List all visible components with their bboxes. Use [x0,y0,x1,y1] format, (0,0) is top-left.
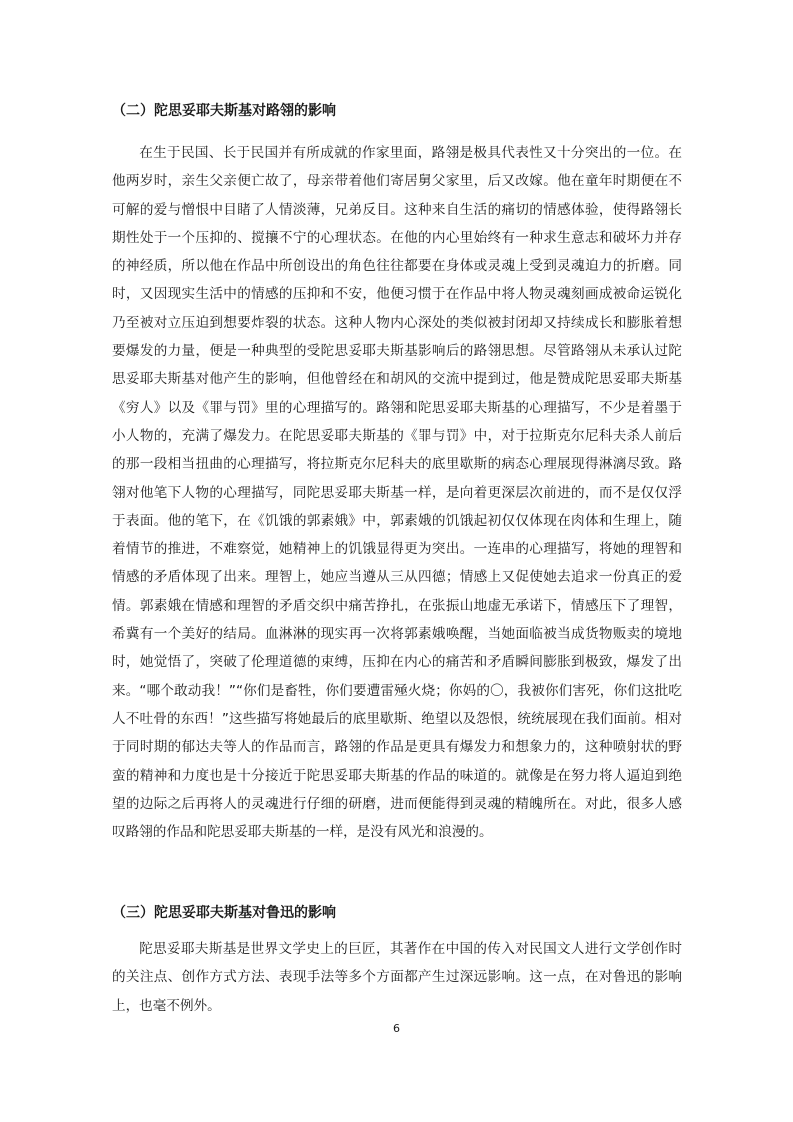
section-heading-lu-xun: （三）陀思妥耶夫斯基对鲁迅的影响 [112,905,336,921]
section-paragraph-lu-xun: 陀思妥耶夫斯基是世界文学史上的巨匠，其著作在中国的传入对民国文人进行文学创作时的关注点、创作方式方法、表现手法等多个方面都产生过深远影响。这一点，在对鲁迅的影响上，也毫不例外。 [112,941,682,1014]
section-heading-lu-ling: （二）陀思妥耶夫斯基对路翎的影响 [112,103,336,119]
section-paragraph-lu-ling: 在生于民国、长于民国并有所成就的作家里面，路翎是极具代表性又十分突出的一位。在他两岁时，亲生父亲便亡故了，母亲带着他们寄居舅父家里，后又改嫁。他在童年时期便在不可解的爱与憎恨中目睹了人情淡薄，兄弟反目。这种来自生活的痛切的情感体验，使得路翎长期性处于一个压抑的、搅攘不宁的心理状态。在他的内心里始终有一种求生意志和破坏力并存的神经质，所以他在作品中所创设出的角色往往都要在身体或灵魂上受到灵魂迫力的折磨。同时，又因现实生活中的情感的压抑和不安，他便习惯于在作品中将人物灵魂刻画成被命运锐化乃至被对立压迫到想要炸裂的状态。这种人物内心深处的类似被封闭却又持续成长和膨胀着想要爆发的力量，便是一种典型的受陀思妥耶夫斯基影响后的路翎思想。尽管路翎从未承认过陀思妥耶夫斯基对他产生的影响，但他曾经在和胡风的交流中提到过，他是赞成陀思妥耶夫斯基《穷人》以及《罪与罚》里的心理描写的。路翎和陀思妥耶夫斯基的心理描写，不少是着墨于小人物的，充满了爆发力。在陀思妥耶夫斯基的《罪与罚》中，对于拉斯克尔尼科夫杀人前后的那一段相当扭曲的心理描写，将拉斯克尔尼科夫的底里歇斯的病态心理展现得淋漓尽致。路翎对他笔下人物的心理描写，同陀思妥耶夫斯基一样，是向着更深层次前进的，而不是仅仅浮于表面。他的笔下，在《饥饿的郭素娥》中，郭素娥的饥饿起初仅仅体现在肉体和生理上，随着情节的推进，不难察觉，她精神上的饥饿显得更为突出。一连串的心理描写，将她的理智和情感的矛盾体现了出来。理智上，她应当遵从三从四德；情感上又促使她去追求一份真正的爱情。郭素娥在情感和理智的矛盾交织中痛苦挣扎，在张振山地虚无承诺下，情感压下了理智，希冀有一个美好的结局。血淋淋的现实再一次将郭素娥唤醒，当她面临被当成货物贩卖的境地时，她觉悟了，突破了伦理道德的束缚，压抑在内心的痛苦和矛盾瞬间膨胀到极致，爆发了出来。“哪个敢动我！”“你们是畜牲，你们要遭雷殛火烧；你妈的〇，我被你们害死，你们这批吃人不吐骨的东西！”这些描写将她最后的底里歇斯、绝望以及怨恨，统统展现在我们面前。相对于同时期的郁达夫等人的作品而言，路翎的作品是更具有爆发力和想象力的，这种喷射状的野蛮的精神和力度也是十分接近于陀思妥耶夫斯基的作品的味道的。就像是在努力将人逼迫到绝望的边际之后再将人的灵魂进行仔细的研磨，进而便能得到灵魂的精魄所在。对此，很多人感叹路翎的作品和陀思妥耶夫斯基的一样，是没有风光和浪漫的。 [112,145,682,841]
page-number: 6 [393,1022,400,1035]
